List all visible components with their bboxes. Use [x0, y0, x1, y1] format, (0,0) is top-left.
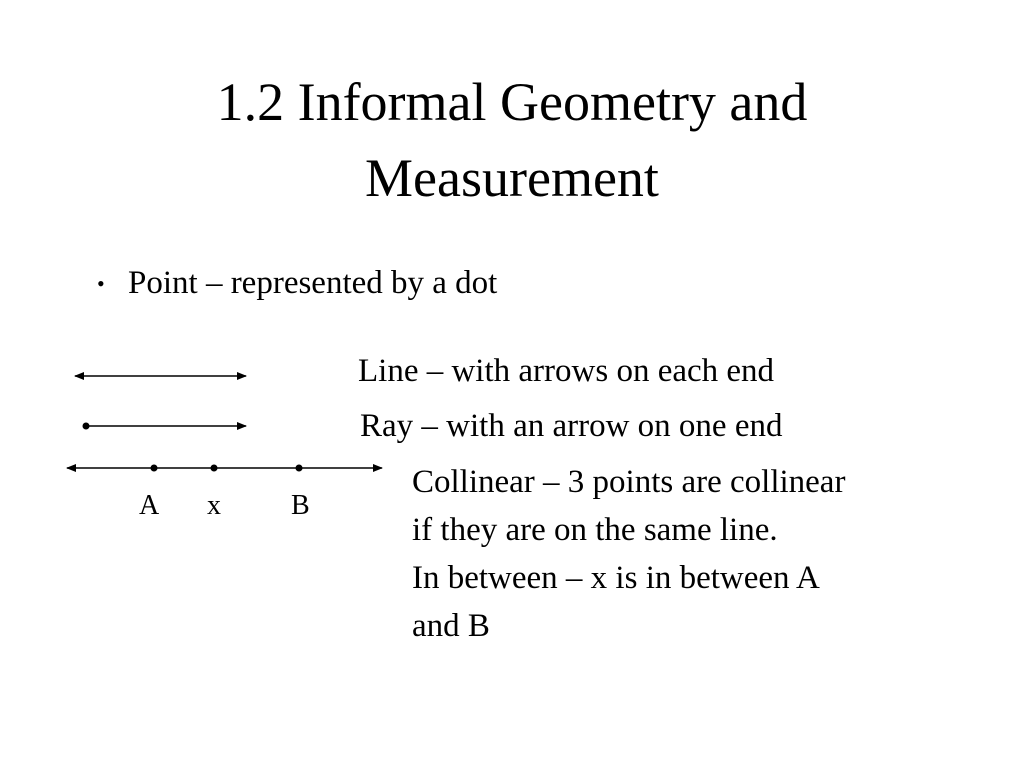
- collinear-line-1: Collinear – 3 points are collinear: [412, 464, 846, 500]
- line-definition: Line – with arrows on each end: [358, 353, 775, 389]
- bullet-icon: •: [97, 271, 105, 296]
- point-x-label: x: [207, 490, 221, 521]
- point-b-label: B: [291, 490, 310, 521]
- between-line-2: and B: [412, 608, 490, 644]
- ray-endpoint-dot: [83, 423, 90, 430]
- point-a-label: A: [139, 490, 160, 521]
- point-definition: Point – represented by a dot: [128, 265, 498, 301]
- title-line-1: 1.2 Informal Geometry and: [216, 72, 808, 132]
- point-x-dot: [211, 465, 218, 472]
- ray-definition: Ray – with an arrow on one end: [360, 408, 783, 444]
- point-a-dot: [151, 465, 158, 472]
- collinear-line-2: if they are on the same line.: [412, 512, 778, 548]
- point-b-dot: [296, 465, 303, 472]
- title-line-2: Measurement: [365, 148, 659, 208]
- between-line-1: In between – x is in between A: [412, 560, 820, 596]
- collinear-between-definitions: [412, 458, 845, 650]
